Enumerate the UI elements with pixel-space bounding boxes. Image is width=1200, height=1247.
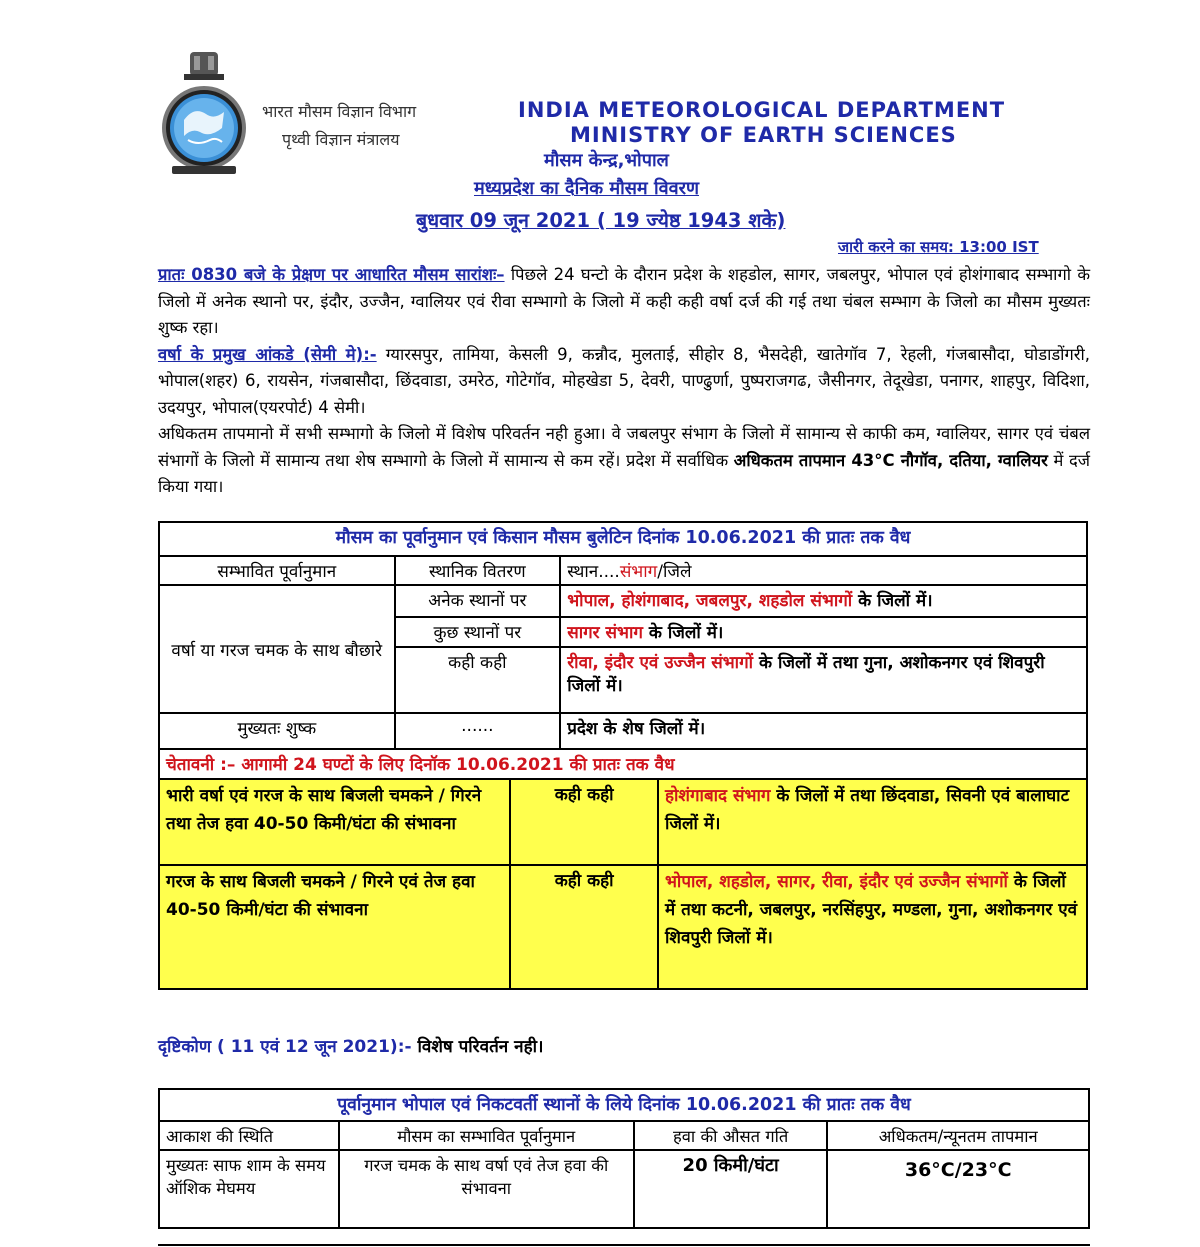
r3-place <box>560 647 1087 713</box>
r2-black: के जिलों में। <box>642 623 724 643</box>
w1-black: के जिलों में तथा छिंदवाडा, सिवनी एवं बालाघाट जिलों में। <box>664 786 1070 834</box>
local-forecast-table <box>158 1088 1090 1229</box>
bottom-divider <box>158 1244 1090 1246</box>
local-wind: 20 किमी/घंटा <box>634 1150 828 1228</box>
rain-text: ग्यारसपुर, तामिया, केसली 9, कन्नौद, मुलताई, सीहोर 8, भैसदेही, खातेगॉव 7, रेहली, गंजबासौदा, घोडाडोंगरी, भोपाल(शहर) 6, रायसेन, गंजबासौदा, छिंदवाडा, उमरेठ, गोटेगॉव, मोहखेडा 5, देवरी, पाण्ढुर्णा, पुष्पराजगढ, जैसीनगर, तेदूखेडा, पनागर, शाहपुर, विदिशा, उदयपुर, भोपाल(एयरपोर्ट) 4 सेमी। <box>158 344 1090 417</box>
local-title: पूर्वानुमान भोपाल एवं निकटवर्ती स्थानों के लिये दिनांक 10.06.2021 की प्रातः तक वैध <box>159 1089 1089 1121</box>
w2-black: के जिलों में तथा कटनी, जबलपुर, नरसिंहपुर, मण्डला, गुना, अशोकनगर एवं शिवपुरी जिलों में। <box>664 872 1078 948</box>
col-place <box>560 556 1087 585</box>
dry-place: प्रदेश के शेष जिलों में। <box>560 713 1087 749</box>
r1-black: के जिलों में। <box>852 591 933 611</box>
r3-dist: कही कही <box>395 647 561 713</box>
english-ministry-name: MINISTRY OF EARTH SCIENCES <box>570 123 957 147</box>
col-place-a: स्थान.... <box>567 562 620 582</box>
summary-heading: प्रातः 0830 बजे के प्रेक्षण पर आधारित मौसम सारांशः– <box>158 265 505 284</box>
r1-dist: अनेक स्थानों पर <box>395 585 561 617</box>
outlook <box>158 1034 543 1057</box>
w1-red: होशंगाबाद संभाग <box>664 786 771 806</box>
dry-dist: ...... <box>395 713 561 749</box>
r2-dist: कुछ स्थानों पर <box>395 617 561 647</box>
issue-time: जारी करने का समय: 13:00 IST <box>838 238 1039 256</box>
r3-black: के जिलों में तथा गुना, अशोकनगर एवं शिवपुरी जिलों में। <box>567 653 1045 696</box>
local-col-weather: मौसम का सम्भावित पूर्वानुमान <box>339 1121 634 1150</box>
local-col-wind: हवा की औसत गति <box>634 1121 828 1150</box>
local-col-sky: आकाश की स्थिति <box>159 1121 339 1150</box>
imd-emblem-icon <box>158 50 250 178</box>
w2-red: भोपाल, शहडोल, सागर, रीवा, इंदौर एवं उज्जैन संभागों <box>664 872 1008 892</box>
centre-name: मौसम केन्द्र,भोपाल <box>544 150 669 171</box>
temp-end: में दर्ज किया गया। <box>158 450 1090 496</box>
local-col-temp: अधिकतम/न्यूनतम तापमान <box>827 1121 1089 1150</box>
local-weather: गरज चमक के साथ वर्षा एवं तेज हवा की संभावना <box>339 1150 634 1228</box>
r1-place <box>560 585 1087 617</box>
w1-place <box>658 779 1087 865</box>
local-temp: 36°C/23°C <box>827 1150 1089 1228</box>
r3-red: रीवा, इंदौर एवं उज्जैन संभागों <box>567 653 754 673</box>
w2-place <box>658 865 1087 989</box>
w1-label: भारी वर्षा एवं गरज के साथ बिजली चमकने / गिरने तथा तेज हवा 40-50 किमी/घंटा की संभावना <box>159 779 510 865</box>
col-place-b: संभाग <box>619 562 658 582</box>
rain-label: वर्षा या गरज चमक के साथ बौछारे <box>159 585 395 713</box>
date-line: बुधवार 09 जून 2021 ( 19 ज्येष्ठ 1943 शके) <box>416 209 786 232</box>
english-dept-name: INDIA METEOROLOGICAL DEPARTMENT <box>518 98 1006 122</box>
w2-dist: कही कही <box>510 865 658 989</box>
hindi-ministry-name: पृथ्वी विज्ञान मंत्रालय <box>282 130 400 149</box>
w2-label: गरज के साथ बिजली चमकने / गिरने एवं तेज हवा 40-50 किमी/घंटा की संभावना <box>159 865 510 989</box>
col-place-c: /जिले <box>657 562 692 582</box>
temp-bold: अधिकतम तापमान 43°C नौगॉव, दतिया, ग्वालियर <box>733 450 1048 470</box>
r2-red: सागर संभाग <box>567 623 643 643</box>
r2-place <box>560 617 1087 647</box>
local-sky: मुख्यतः साफ शाम के समय ऑशिक मेघमय <box>159 1150 339 1228</box>
report-title: मध्यप्रदेश का दैनिक मौसम विवरण <box>474 178 700 199</box>
forecast-title: मौसम का पूर्वानुमान एवं किसान मौसम बुलेटिन दिनांक 10.06.2021 की प्रातः तक वैध <box>159 522 1087 556</box>
warning-title: चेतावनी :– आगामी 24 घण्टों के लिए दिनॉक 10.06.2021 की प्रातः तक वैध <box>159 749 1087 779</box>
col-spatial-distribution: स्थानिक वितरण <box>395 556 561 585</box>
dry-label: मुख्यतः शुष्क <box>159 713 395 749</box>
forecast-table <box>158 521 1088 990</box>
rain-heading: वर्षा के प्रमुख आंकडे (सेमी मे):- <box>158 344 377 364</box>
col-probable-forecast: सम्भावित पूर्वानुमान <box>159 556 395 585</box>
hindi-dept-name: भारत मौसम विज्ञान विभाग <box>262 102 417 121</box>
temp-text: अधिकतम तापमानो में सभी सम्भागो के जिलो में विशेष परिवर्तन नही हुआ। वे जबलपुर संभाग के जिलो में सामान्य से काफी कम, ग्वालियर, सागर एवं चंबल संभागों के जिलो में सामान्य तथा शेष सम्भागो के जिलो में सामान्य से कम रहें। प्रदेश में सर्वाधिक <box>158 424 1090 470</box>
summary-text: पिछले 24 घन्टो के दौरान प्रदेश के शहडोल, सागर, जबलपुर, भोपाल एवं होशंगाबाद सम्भागो के जिलो में अनेक स्थानो पर, इंदौर, उज्जैन, ग्वालियर एवं रीवा सम्भागो के जिलो में कही कही वर्षा दर्ज की गई तथा चंबल सम्भाग के जिलो का मौसम मुख्यतः शुष्क रहा। <box>158 265 1090 337</box>
r1-red: भोपाल, होशंगाबाद, जबलपुर, शहडोल संभागों <box>567 591 853 611</box>
weather-summary <box>158 262 1090 501</box>
outlook-label: दृष्टिकोण ( 11 एवं 12 जून 2021):- <box>158 1037 412 1057</box>
w1-dist: कही कही <box>510 779 658 865</box>
outlook-text: विशेष परिवर्तन नही। <box>411 1037 544 1057</box>
